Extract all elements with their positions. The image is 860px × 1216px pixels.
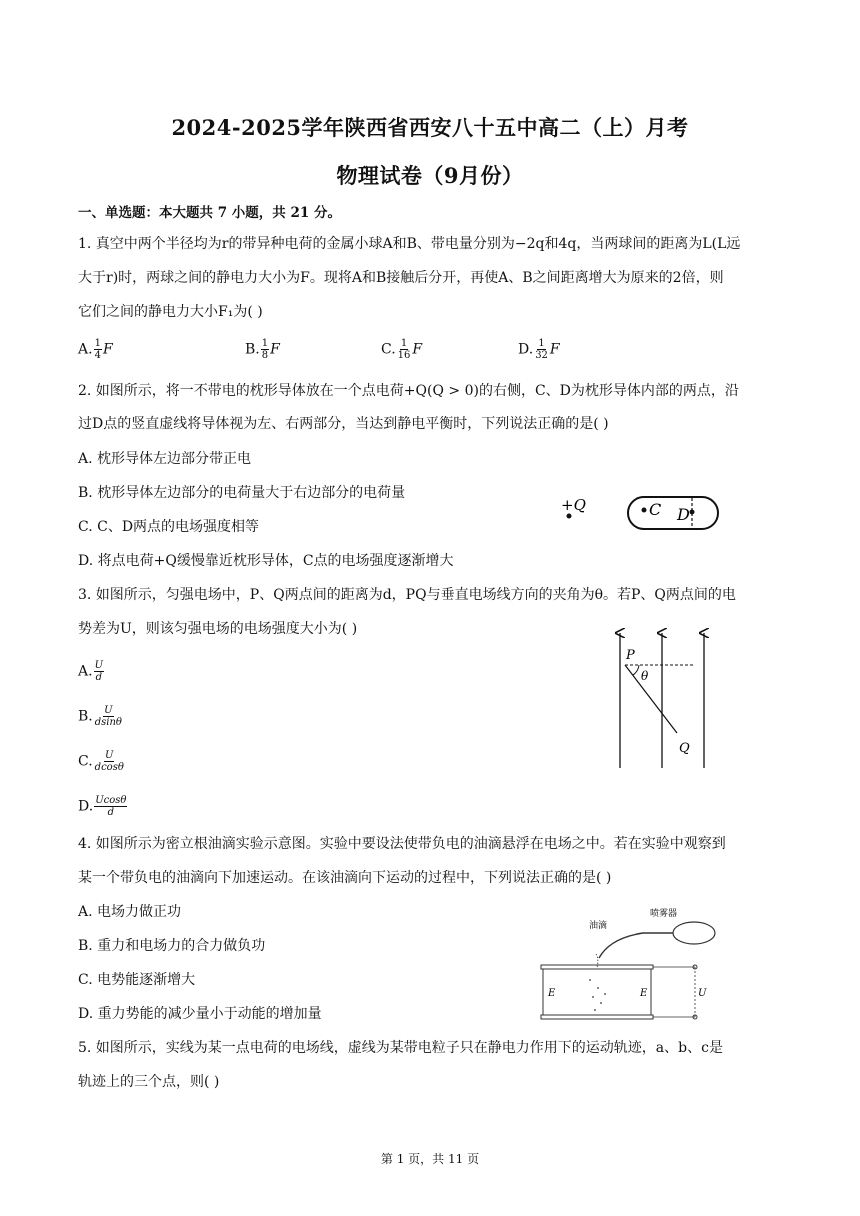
oil-drop [600, 1002, 602, 1004]
point-d [690, 510, 695, 515]
q2-option-a: A. 枕形导体左边部分带正电 [78, 451, 252, 467]
q1-option-d: D. $\frac{1}{32}$ F [518, 338, 560, 361]
oil-drop [589, 979, 591, 981]
q3-option-a: A. $\frac{U}{d}$ [78, 660, 103, 683]
bottom-plate [541, 1015, 653, 1019]
q-label: Q [679, 741, 690, 756]
page-footer: 第 1 页，共 11 页 [380, 1152, 480, 1166]
q3-line2: 势差为U，则该匀强电场的电场强度大小为( ) [78, 621, 358, 637]
q2-figure-pillow-conductor [555, 488, 725, 538]
charge-label: +Q [561, 496, 586, 514]
q2-option-b: B. 枕形导体左边部分的电荷量大于右边部分的电荷量 [78, 485, 406, 501]
q5-line2: 轨迹上的三个点，则( ) [78, 1074, 220, 1090]
q1-option-c: C. $\frac{1}{16}$ F [381, 338, 423, 361]
q4-figure-millikan-apparatus [535, 902, 720, 1027]
oil-drop [597, 987, 599, 989]
sprayer-label: 喷雾器 [650, 909, 678, 919]
q4-line2: 某一个带负电的油滴向下加速运动。在该油滴向下运动的过程中，下列说法正确的是( ) [78, 870, 612, 886]
q1-option-a: A. $\frac{1}{4}$ F [78, 338, 113, 361]
charge-point [567, 514, 572, 519]
e-right-label: E [640, 988, 648, 999]
sprayer-nozzle [599, 933, 673, 958]
q4-option-c: C. 电势能逐渐增大 [78, 972, 196, 988]
q1-line2: 大于r)时，两球之间的静电力大小为F。现将A和B接触后分开，再使A、B之间距离增大为原来的2倍，则 [78, 270, 724, 286]
oil-drop [604, 993, 606, 995]
q1-option-b: B. $\frac{1}{8}$ F [245, 338, 280, 361]
theta-label: θ [641, 669, 649, 683]
q3-line1: 3. 如图所示，匀强电场中，P、Q两点间的距离为d，PQ与垂直电场线方向的夹角为θ。若P、Q两点间的电 [78, 587, 736, 603]
q3-option-d: D. $\frac{Ucos\theta}{d}$ [78, 795, 127, 818]
q4-option-b: B. 重力和电场力的合力做负功 [78, 938, 266, 954]
oil-drop [594, 1009, 596, 1011]
e-left-label: E [548, 988, 556, 999]
sprayer-bulb [673, 922, 715, 944]
theta-arc [633, 665, 639, 675]
point-c [642, 508, 647, 513]
q4-option-a: A. 电场力做正功 [78, 904, 182, 920]
q3-option-c: C. $\frac{U}{dcos\theta}$ [78, 750, 124, 773]
d-label: D [677, 505, 690, 524]
c-label: C [649, 500, 662, 519]
pillow-conductor [628, 497, 718, 529]
oil-drop-label: 油滴 [589, 921, 608, 931]
page-subtitle: 物理试卷（9月份） [336, 163, 524, 188]
q1-line3: 它们之间的静电力大小F₁为( ) [78, 304, 263, 320]
q4-line1: 4. 如图所示为密立根油滴实验示意图。实验中要设法使带负电的油滴悬浮在电场之中。若在实验中观察到 [78, 836, 726, 852]
u-label: U [698, 988, 707, 999]
p-label: P [626, 648, 635, 663]
section-heading: 一、单选题：本大题共 7 小题，共 21 分。 [78, 205, 341, 221]
q4-option-d: D. 重力势能的减少量小于动能的增加量 [78, 1006, 322, 1022]
q1-line1: 1. 真空中两个半径均为r的带异种电荷的金属小球A和B、带电量分别为−2q和4q，当两球间的距离为L(L远 [78, 236, 741, 252]
q3-figure-uniform-field [605, 628, 720, 773]
q2-option-d: D. 将点电荷+Q缓慢靠近枕形导体，C点的电场强度逐渐增大 [78, 553, 454, 569]
q5-line1: 5. 如图所示，实线为某一点电荷的电场线，虚线为某带电粒子只在静电力作用下的运动轨迹，a、b、c是 [78, 1040, 723, 1056]
segment-pq [625, 665, 677, 733]
page-title: 2024-2025学年陕西省西安八十五中高二（上）月考 [171, 115, 689, 140]
q2-option-c: C. C、D两点的电场强度相等 [78, 519, 260, 535]
oil-drop [592, 996, 594, 998]
q2-line1: 2. 如图所示，将一不带电的枕形导体放在一个点电荷+Q(Q > 0)的右侧，C、D为枕形导体内部的两点，沿 [78, 383, 739, 399]
q3-option-b: B. $\frac{U}{dsin\theta}$ [78, 705, 122, 728]
q2-line2: 过D点的竖直虚线将导体视为左、右两部分，当达到静电平衡时，下列说法正确的是( ) [78, 416, 609, 432]
spray-mist [596, 954, 598, 968]
